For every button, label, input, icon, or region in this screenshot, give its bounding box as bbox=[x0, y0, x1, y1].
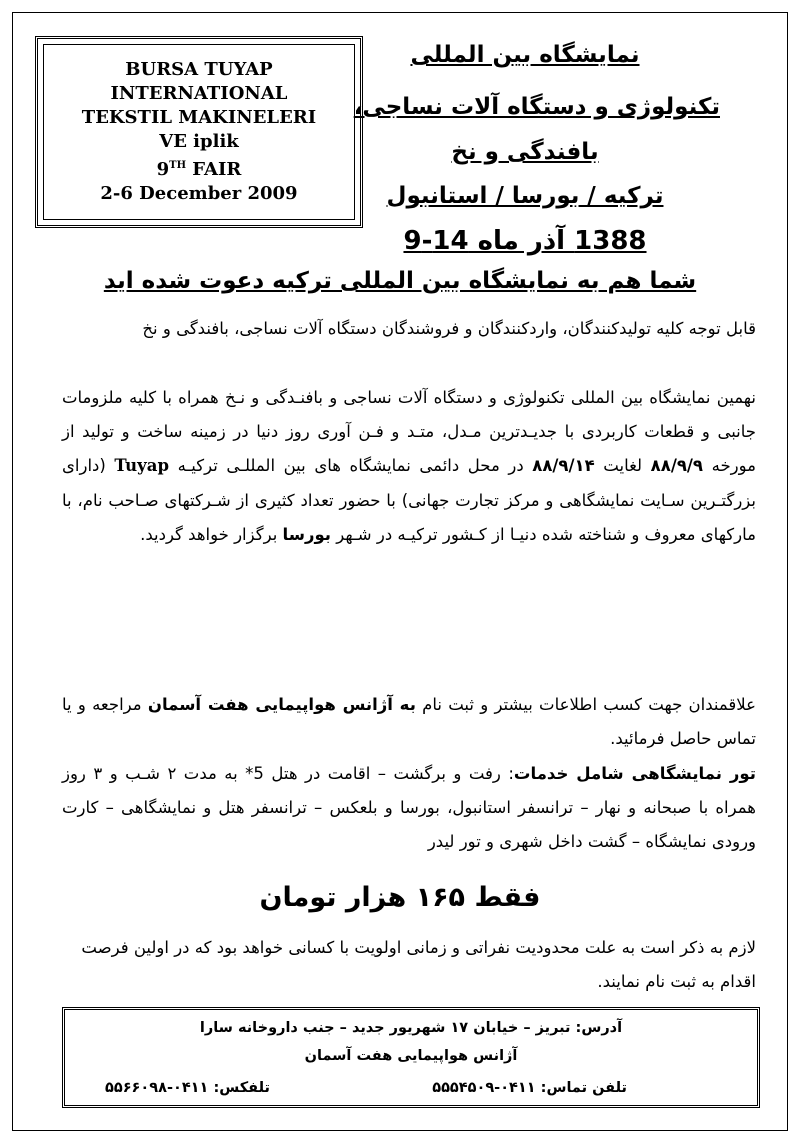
price-heading: فقط ۱۶۵ هزار تومان bbox=[259, 882, 541, 913]
footer-phone bbox=[432, 1080, 627, 1096]
fair-edition-label: FAIR bbox=[186, 159, 242, 180]
fair-dates: 2-6 December 2009 bbox=[100, 183, 298, 204]
header-title-2: تکنولوژی و دستگاه آلات نساجی، bbox=[353, 94, 720, 120]
header-title-1: نمایشگاه بین المللی bbox=[410, 42, 640, 68]
notice-text: لازم به ذکر است به علت محدودیت نفراتی و زمانی اولویت با کسانی خواهد بود که در اولین فرصت اقدام به ثبت نام نمایند. bbox=[81, 938, 756, 991]
contact-text-2: مراجعه و یا تماس حاصل فرمائید. bbox=[62, 695, 756, 749]
header-title-3: بافندگی و نخ bbox=[451, 139, 599, 165]
tour-services-text: : رفت و برگشت – اقامت در هتل 5* به مدت ۲ شـب و ۳ روز همراه با صبحانه و نهار – ترانسفر استانبول، بورسا و بلعکس – ترانسفر هتل و نمایشگاهی – کارت ورودی نمایشگاه – گشت داخل شهری و تور لیدر bbox=[62, 764, 756, 852]
fair-name-line3: TEKSTIL MAKINELERI bbox=[81, 107, 317, 128]
fax-value: ۰۴۱۱-۵۵۶۶۰۹۸ bbox=[105, 1080, 214, 1096]
footer-fax bbox=[105, 1080, 270, 1096]
fair-name-line4: VE iplik bbox=[159, 131, 239, 152]
tuyap-name: Tuyap bbox=[114, 456, 169, 476]
city-name: بورسا bbox=[282, 524, 331, 544]
paragraph-description bbox=[62, 381, 756, 552]
date-from: ۸۸/۹/۹ bbox=[650, 456, 704, 476]
desc-text-1: نهمین نمایشگاه بین المللی تکنولوژی و دستگاه آلات نساجی و بافنـدگی و نـخ همراه با کلیه ملزومات جانبی و قطعات کاربردی با جدیـدترین مـدل، متـد و فـن آوری روز دنیا در زمینه ساخت و تولید از مورخه bbox=[62, 388, 756, 476]
paragraph-contact bbox=[62, 688, 756, 756]
footer-agency: آژانس هواپیمایی هفت آسمان bbox=[304, 1048, 518, 1064]
paragraph-tour-services bbox=[62, 757, 756, 860]
header-location: ترکیه / بورسا / استانبول bbox=[386, 183, 664, 209]
phone-value: ۰۴۱۱-۵۵۵۴۵۰۹ bbox=[432, 1080, 541, 1096]
agency-name: به آژانس هواپیمایی هفت آسمان bbox=[147, 695, 416, 714]
phone-label: تلفن تماس: bbox=[540, 1080, 627, 1096]
address-label: آدرس: bbox=[575, 1020, 623, 1036]
fair-name-line1: BURSA TUYAP bbox=[125, 59, 273, 80]
fair-edition bbox=[157, 154, 242, 182]
desc-text-3: در محل دائمی نمایشگاه های بین المللـی ترکیـه bbox=[169, 456, 533, 476]
fair-name-line2: INTERNATIONAL bbox=[110, 83, 288, 104]
footer-address bbox=[65, 1020, 757, 1036]
paragraph-audience: قابل توجه کلیه تولیدکنندگان، واردکنندگان و فروشندگان دستگاه آلات نساجی، بافندگی و نخ bbox=[142, 319, 756, 338]
header-date: 1388 آذر ماه 14-9 bbox=[403, 226, 647, 256]
footer-contact-box bbox=[62, 1007, 760, 1108]
address-value: تبریز – خیابان ۱۷ شهریور جدید – جنب داروخانه سارا bbox=[199, 1020, 576, 1036]
date-to: ۸۸/۹/۱۴ bbox=[532, 456, 595, 476]
tour-services-label: تور نمایشگاهی شامل خدمات bbox=[513, 764, 756, 783]
invitation-heading: شما هم به نمایشگاه بین المللی ترکیه دعوت شده اید bbox=[103, 268, 697, 294]
desc-text-2: لغایت bbox=[594, 456, 651, 476]
contact-text-1: علاقمندان جهت کسب اطلاعات بیشتر و ثبت نام bbox=[415, 695, 756, 714]
fair-info-box bbox=[35, 36, 363, 228]
desc-text-4: (دارای بزرگتـرین سـایت نمایشگاهی و مرکز تجارت جهانی) با حضور تعداد کثیری از شـرکتهای صـاحب نام، با مارکهای معروف و شناخته شده دنیـا از کـشور ترکیـه در شـهر bbox=[62, 456, 756, 544]
fair-edition-number: 9 bbox=[156, 159, 170, 180]
fax-label: تلفکس: bbox=[213, 1080, 270, 1096]
fair-edition-suffix: TH bbox=[169, 160, 187, 171]
desc-text-5: برگزار خواهد گردید. bbox=[140, 524, 283, 544]
